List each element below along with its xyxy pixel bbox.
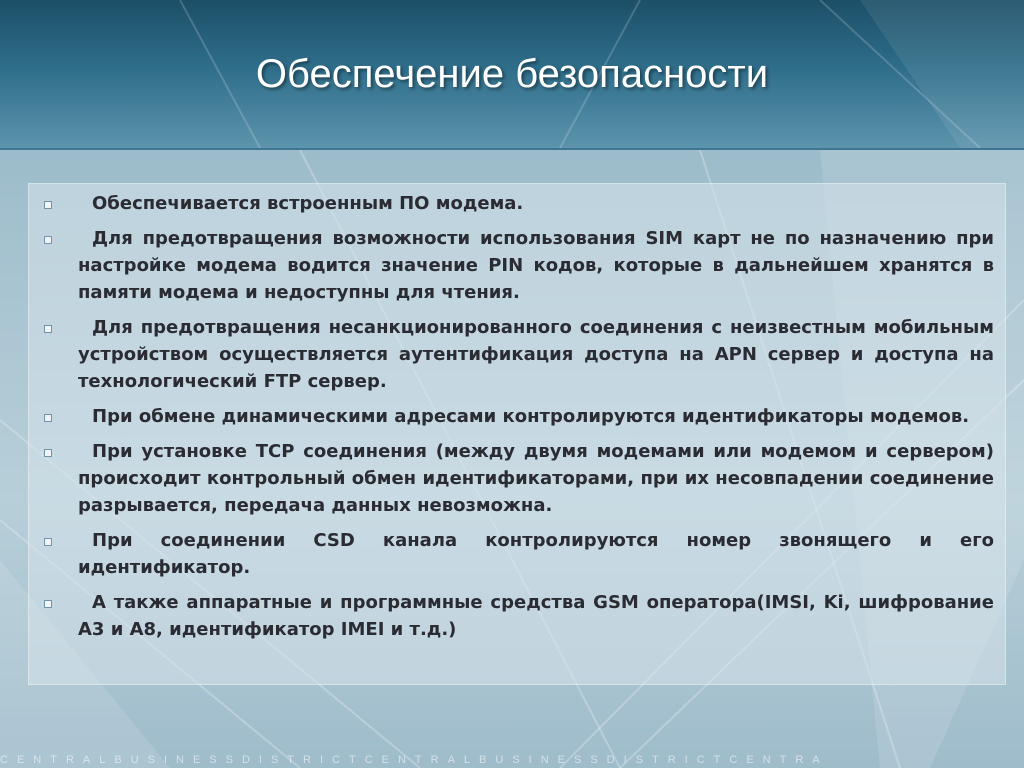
- list-item: [38, 438, 994, 519]
- square-bullet-icon: [44, 600, 52, 608]
- bullet-text: Для предотвращения несанкционированного соединения с неизвестным мобильным устройством осуществляется аутентификация доступа на APN сервер и доступа на технологический FTP сервер.: [78, 317, 994, 392]
- bullet-list: [38, 190, 994, 651]
- square-bullet-icon: [44, 414, 52, 422]
- title-bar: [0, 0, 1024, 150]
- bullet-text: Для предотвращения возможности использования SIM карт не по назначению при настройке модема водится значение PIN кодов, которые в дальнейшем хранятся в памяти модема и недоступны для чтения.: [78, 228, 994, 303]
- bullet-text: При обмене динамическими адресами контролируются идентификаторы модемов.: [92, 406, 970, 427]
- list-item: [38, 314, 994, 395]
- square-bullet-icon: [44, 538, 52, 546]
- square-bullet-icon: [44, 325, 52, 333]
- slide-title: Обеспечение безопасности: [255, 52, 769, 96]
- list-item: [38, 225, 994, 306]
- bullet-text: При соединении CSD канала контролируются номер звонящего и его идентификатор.: [78, 530, 994, 578]
- square-bullet-icon: [44, 236, 52, 244]
- square-bullet-icon: [44, 201, 52, 209]
- square-bullet-icon: [44, 449, 52, 457]
- bullet-text: А также аппаратные и программные средства GSM оператора(IMSI, Ki, шифрование А3 и А8, идентификатор IMEI и т.д.): [78, 592, 994, 640]
- list-item: [38, 190, 994, 217]
- footer-watermark: CENTRALBUSINESSDISTRICTCENTRALBUSINESSDISTRICTCENTRA: [0, 754, 829, 766]
- list-item: [38, 589, 994, 643]
- bullet-text: Обеспечивается встроенным ПО модема.: [92, 193, 524, 214]
- list-item: [38, 527, 994, 581]
- bullet-text: При установке TCP соединения (между двумя модемами или модемом и сервером) происходит контрольный обмен идентификаторами, при их несовпадении соединение разрывается, передача данных невозможна.: [78, 441, 994, 516]
- list-item: [38, 403, 994, 430]
